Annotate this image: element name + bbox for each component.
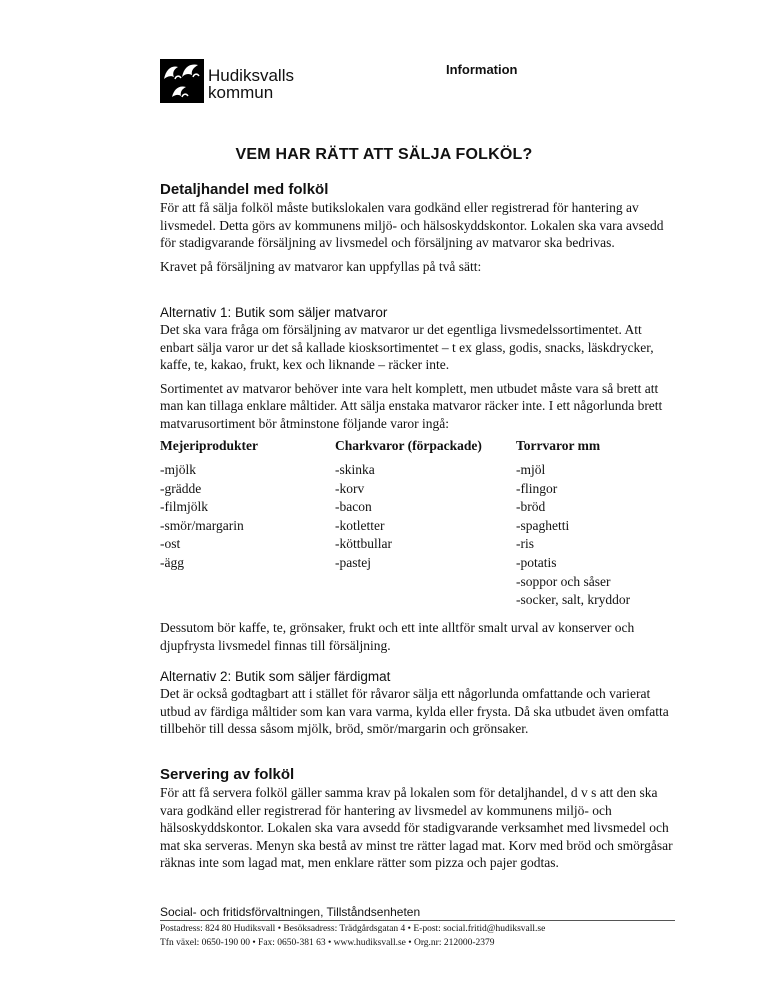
- alternative-1-section: [160, 304, 675, 432]
- column-dairy: [160, 437, 258, 573]
- list-item: -korv: [335, 480, 365, 496]
- column-heading: Torrvaror mm: [516, 438, 601, 453]
- goat-emblem-icon: [160, 59, 204, 103]
- list-item: -flingor: [516, 480, 558, 496]
- serving-paragraph: För att få servera folköl gäller samma krav på lokalen som för detaljhandel, d v s att den ska vara godkänd eller registrerad för hantering av livsmedel av kommunens miljö- och hälsoskyddskontor. Lokalen ska vara avsedd för stadigvarande verksamhet med livsmedel och mat ska serveras. Menyn ska bestå av minst tre rätter lagad mat. Korv med bröd och smörgåsar räknas inte som lagad mat, men enklare rätter som pizza och pajer godtas.: [160, 785, 673, 870]
- serving-heading: Servering av folköl: [160, 766, 295, 783]
- retail-paragraph-1: För att få sälja folköl måste butikslokalen vara godkänd eller registrerad för hantering av livsmedel. Detta görs av kommunens miljö- och hälsoskyddskontor. Lokalen ska vara avsedd för stadigvarande försäljning av livsmedel och försäljning av matvaror ska bedrivas.: [160, 200, 664, 250]
- list-item: -ägg: [160, 554, 184, 570]
- footer-department: Social- och fritidsförvaltningen, Tillståndsenheten: [160, 905, 421, 919]
- retail-paragraph-2: Kravet på försäljning av matvaror kan uppfyllas på två sätt:: [160, 258, 482, 274]
- footer-contact-line: Tfn växel: 0650-190 00 • Fax: 0650-381 63 • www.hudiksvall.se • Org.nr: 212000-2379: [160, 938, 495, 948]
- retail-heading: Detaljhandel med folköl: [160, 181, 329, 198]
- page-title: VEM HAR RÄTT ATT SÄLJA FOLKÖL?: [235, 146, 533, 163]
- list-item: -mjölk: [160, 462, 196, 477]
- alternative-1-paragraph-2: Sortimentet av matvaror behöver inte vara helt komplett, men utbudet måste vara så brett att man kan tillaga enklare måltider. Att sälja enstaka matvaror räcker inte. I ett någorlunda brett matvarusortiment bör åtminstone följande varor ingå:: [160, 380, 663, 431]
- logo-name-line1: Hudiksvalls: [208, 66, 294, 85]
- document-type-label: Information: [446, 62, 518, 77]
- list-item: -köttbullar: [335, 536, 392, 552]
- list-item: -bröd: [516, 499, 546, 515]
- list-item: -pastej: [335, 554, 371, 570]
- alternative-2-paragraph: Det är också godtagbart att i stället för råvaror sälja ett någorlunda omfattande och varierat utbud av färdiga måltider som kan vara varma, kylda eller frysta. Då ska utbudet även omfatta tillbehör till dessa såsom mjölk, bröd, smör/margarin och grönsaker.: [160, 686, 669, 736]
- logo: [160, 59, 340, 105]
- list-item: -filmjölk: [160, 499, 208, 515]
- after-list-paragraph: Dessutom bör kaffe, te, grönsaker, frukt och ett inte alltför smalt urval av konserver och djupfrysta livsmedel finnas till försäljning.: [160, 620, 635, 653]
- list-item: -grädde: [160, 480, 202, 496]
- column-heading: Mejeriprodukter: [160, 438, 258, 453]
- alternative-2-heading: Alternativ 2: Butik som säljer färdigmat: [160, 669, 391, 684]
- list-item: -spaghetti: [516, 517, 570, 533]
- column-charcuterie: [335, 437, 482, 573]
- list-item: -potatis: [516, 554, 557, 570]
- list-item: -soppor och såser: [516, 573, 611, 589]
- alternative-1-paragraph-1: Det ska vara fråga om försäljning av matvaror ur det egentliga livsmedelssortimentet. Att enbart sälja varor ur det så kallade kiosksortimentet – t ex glass, godis, snacks, läskdrycker, kaffe, te, kakao, frukt, kex och liknande – räcker inte.: [160, 322, 654, 372]
- list-item: -socker, salt, kryddor: [516, 592, 631, 608]
- column-dry-goods: [516, 437, 630, 610]
- list-item: -ris: [516, 536, 534, 552]
- footer-divider: [160, 920, 675, 921]
- retail-section: [160, 181, 675, 275]
- alternative-2-section: [160, 668, 675, 738]
- after-list-section: [160, 619, 675, 654]
- logo-name-line2: kommun: [208, 83, 274, 102]
- list-item: -mjöl: [516, 462, 546, 477]
- list-item: -ost: [160, 536, 181, 552]
- list-item: -kotletter: [335, 517, 385, 533]
- alternative-1-heading: Alternativ 1: Butik som säljer matvaror: [160, 305, 388, 320]
- list-item: -skinka: [335, 462, 375, 477]
- serving-section: [160, 766, 675, 872]
- list-item: -bacon: [335, 499, 372, 515]
- column-heading: Charkvaror (förpackade): [335, 438, 482, 453]
- footer-address-line: Postadress: 824 80 Hudiksvall • Besöksadress: Trädgårdsgatan 4 • E-post: social.fritid@hudiksvall.se: [160, 924, 546, 934]
- list-item: -smör/margarin: [160, 517, 244, 533]
